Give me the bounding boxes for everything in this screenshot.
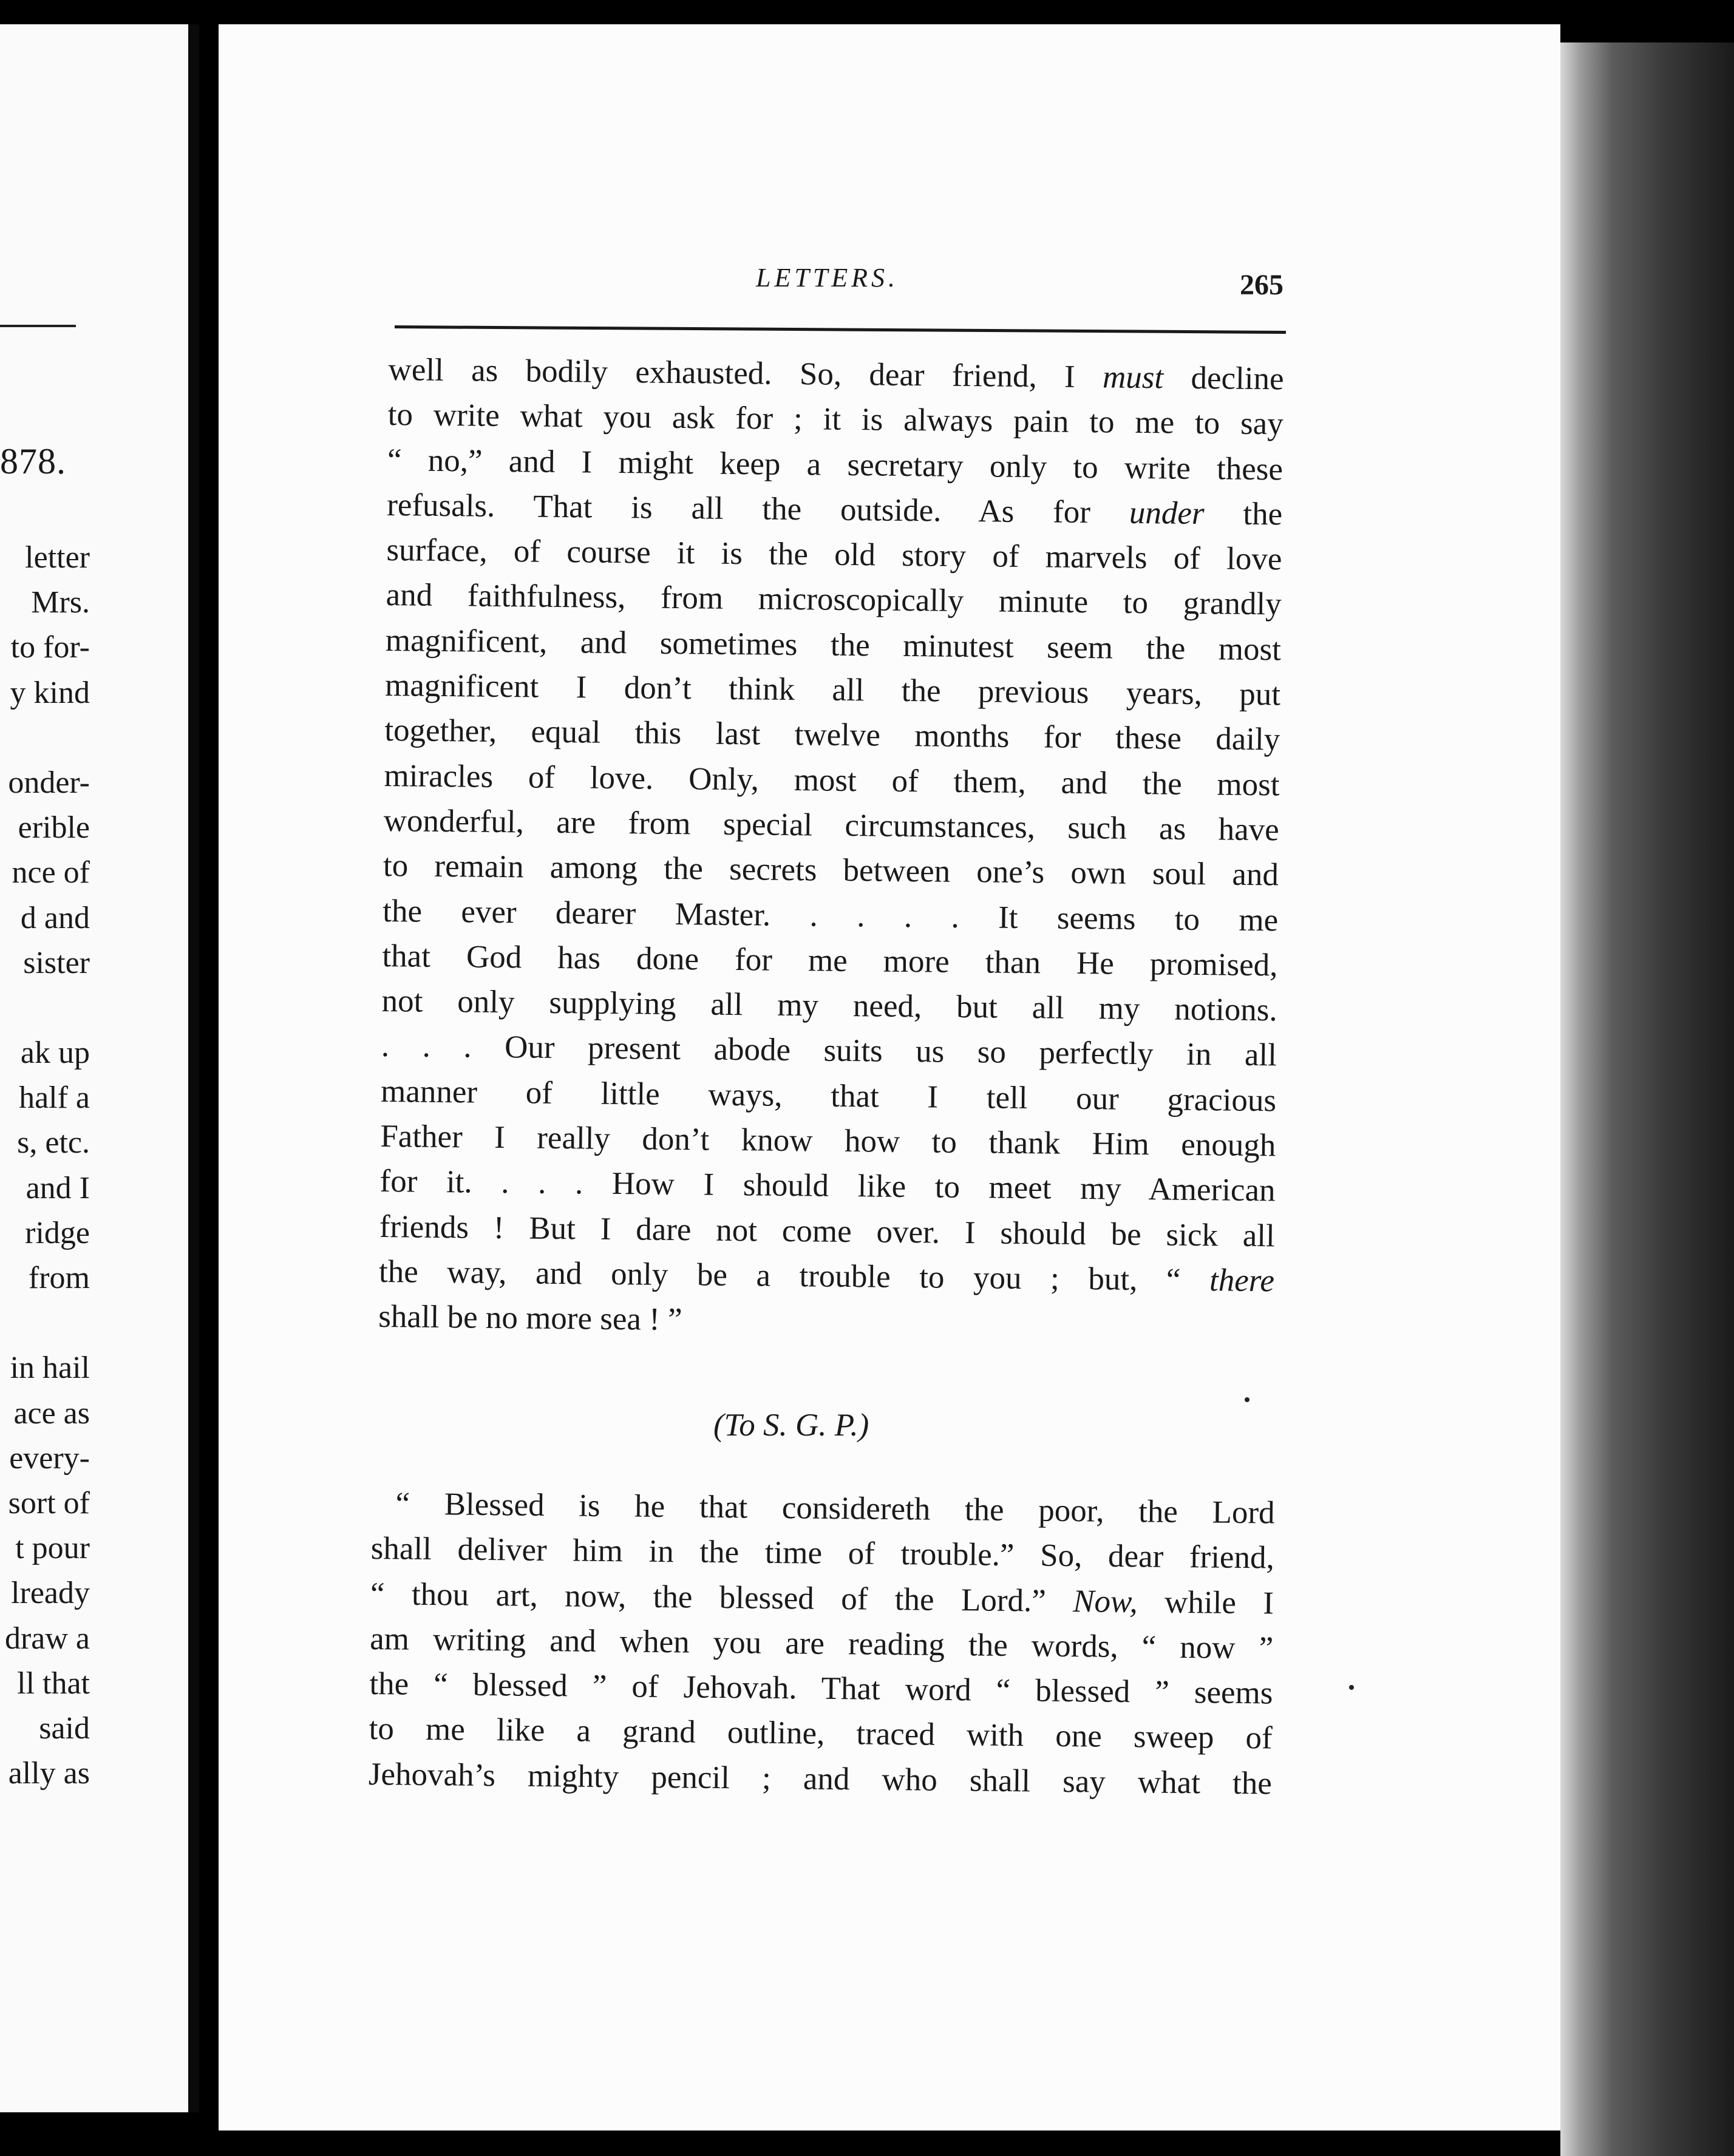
stray-mark — [1245, 1397, 1250, 1402]
text-run: am writing and when you are reading the words, “ now ” — [369, 1621, 1274, 1666]
text-line — [378, 1294, 1274, 1349]
left-page-line-fragment: lready — [11, 1576, 90, 1611]
left-page-line-fragment: every- — [9, 1440, 90, 1476]
italic-emphasis: under — [1129, 495, 1205, 531]
left-page-line-fragment: to for- — [10, 630, 90, 665]
left-page-line-fragment — [0, 716, 90, 761]
running-head: LETTERS. — [756, 263, 899, 293]
left-page-line-fragment: ace as — [13, 1395, 90, 1431]
left-page-line-fragment: ally as — [8, 1756, 90, 1791]
text-run: decline — [1163, 360, 1284, 397]
text-line — [369, 1752, 1273, 1806]
text-run: magnificent I don’t think all the previous years, put — [384, 668, 1281, 713]
page-number: 265 — [1240, 269, 1284, 301]
text-run: miracles of love. Only, most of them, and the most — [384, 758, 1280, 803]
text-run: together, equal this last twelve months for these daily — [384, 713, 1280, 758]
left-page-line-fragment: onder- — [8, 765, 90, 800]
left-page-line-fragment: and I — [25, 1170, 90, 1205]
left-page-line-fragment: y kind — [10, 675, 90, 710]
text-run: magnificent, and sometimes the minutest seem the most — [385, 622, 1282, 668]
left-page-line-fragment: Mrs. — [31, 585, 90, 620]
italic-emphasis: there — [1209, 1263, 1275, 1299]
left-page-line-fragment: half a — [19, 1080, 90, 1116]
text-run: not only supplying all my need, but all my notions. — [381, 983, 1277, 1028]
section-heading: (To S. G. P.) — [713, 1408, 869, 1443]
text-run: while I — [1137, 1584, 1274, 1621]
left-page-line-fragment: said — [39, 1710, 90, 1746]
left-page-line-fragment: ll that — [17, 1666, 90, 1701]
text-run: and faithfulness, from microscopically minute to grandly — [386, 577, 1282, 622]
italic-emphasis: Now, — [1072, 1583, 1138, 1619]
left-page-line-fragment: nce of — [12, 855, 90, 890]
text-run: manner of little ways, that I tell our gracious — [380, 1073, 1277, 1119]
text-run: wonderful, are from special circumstances, such as have — [383, 802, 1280, 848]
text-run: shall deliver him in the time of trouble.” So, dear friend, — [370, 1531, 1275, 1576]
text-run: surface, of course it is the old story of marvels of love — [386, 532, 1282, 577]
text-run: refusals. That is all the outside. As for — [386, 487, 1130, 531]
italic-emphasis: must — [1102, 359, 1164, 396]
text-run: “ no,” and I might keep a secretary only to write these — [387, 442, 1284, 487]
text-run: for it. . . . How I should like to meet my American — [379, 1164, 1276, 1209]
left-page-line-fragment: sort of — [8, 1485, 90, 1520]
text-run: “ thou art, now, the blessed of the Lord.” — [370, 1576, 1073, 1619]
left-page-line-fragment: from — [28, 1261, 90, 1295]
stray-mark — [1349, 1685, 1354, 1690]
text-run: the “ blessed ” of Jehovah. That word “ blessed ” seems — [369, 1666, 1273, 1711]
left-page-text-fragments — [0, 535, 90, 1796]
left-facing-page — [0, 24, 199, 2112]
left-page-line-fragment: letter — [25, 540, 90, 575]
text-run: the — [1204, 495, 1283, 532]
letter-passage-2 — [369, 1481, 1275, 1806]
left-page-line-fragment: ridge — [25, 1215, 90, 1250]
left-page-line-fragment: erible — [18, 810, 90, 846]
left-page-line-fragment: ak up — [20, 1036, 90, 1071]
text-run: the ever dearer Master. . . . . It seems to me — [382, 893, 1279, 938]
text-run: Father I really don’t know how to thank Him enough — [380, 1118, 1276, 1164]
text-run: to remain among the secrets between one’s own soul and — [382, 848, 1279, 893]
page-edge-stack — [1560, 42, 1734, 2156]
left-page-line-fragment — [0, 986, 90, 1031]
text-run: that God has done for me more than He promised, — [382, 938, 1278, 983]
text-run: well as bodily exhausted. So, dear friend, I — [388, 351, 1103, 395]
text-run: Jehovah’s mighty pencil ; and who shall say what the — [368, 1756, 1273, 1802]
letter-passage-1 — [378, 347, 1284, 1349]
text-run: to write what you ask for ; it is always pain to me to say — [387, 397, 1284, 442]
left-page-line-fragment: in hail — [10, 1351, 90, 1386]
text-run: friends ! But I dare not come over. I should be sick all — [379, 1209, 1276, 1254]
text-run: “ Blessed is he that considereth the poor, the Lord — [395, 1486, 1275, 1531]
left-page-rule — [0, 325, 76, 327]
text-run: to me like a grand outline, traced with one sweep of — [369, 1711, 1273, 1757]
left-page-line-fragment — [0, 1301, 90, 1346]
left-page-line-fragment: s, etc. — [17, 1125, 90, 1161]
left-page-line-fragment: draw a — [4, 1621, 90, 1656]
left-page-line-fragment: t pour — [15, 1531, 90, 1566]
left-page-year-fragment: 878. — [0, 441, 66, 481]
text-run: the way, and only be a trouble to you ; but, “ — [378, 1253, 1210, 1298]
text-run: . . . Our present abode suits us so perfectly in all — [381, 1028, 1277, 1073]
text-run: shall be no more sea ! ” — [378, 1299, 682, 1338]
left-page-line-fragment: d and — [20, 900, 90, 935]
left-page-line-fragment: sister — [23, 945, 90, 980]
